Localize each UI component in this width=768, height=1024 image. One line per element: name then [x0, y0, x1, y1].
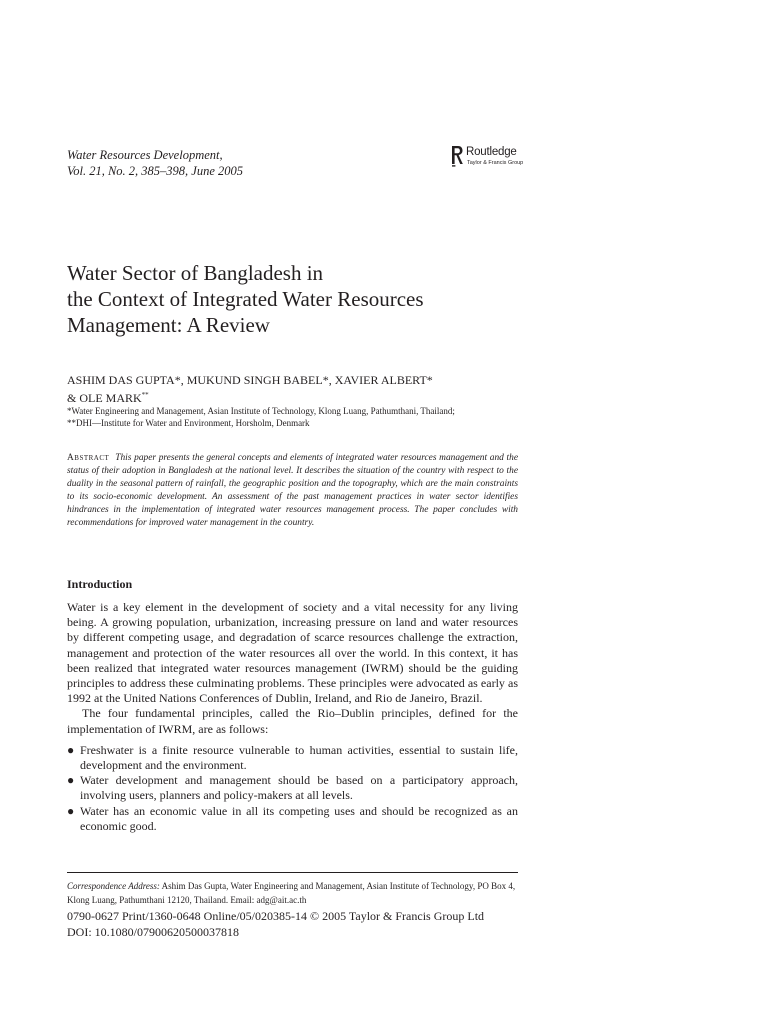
introduction-body — [67, 600, 518, 834]
list-item — [67, 743, 518, 773]
routledge-r-icon — [450, 144, 464, 168]
publication-info — [67, 909, 484, 940]
publisher-name: Routledge — [466, 146, 517, 158]
title-line-2: the Context of Integrated Water Resources — [67, 287, 424, 311]
issn-line: 0790-0627 Print/1360-0648 Online/05/020385-14 © 2005 Taylor & Francis Group Ltd — [67, 909, 485, 923]
section-heading-introduction: Introduction — [67, 577, 133, 591]
authors-line-1: ASHIM DAS GUPTA*, MUKUND SINGH BABEL*, XAVIER ALBERT* — [67, 373, 433, 387]
bullet-icon: ● — [67, 773, 75, 788]
list-item-text: Water has an economic value in all its competing uses and should be recognized as an economic good. — [80, 803, 518, 833]
list-item — [67, 804, 518, 834]
publisher-group: Taylor & Francis Group — [467, 160, 524, 166]
journal-name: Water Resources Development, — [67, 148, 223, 162]
correspondence-address — [67, 880, 522, 907]
list-item — [67, 773, 518, 803]
correspondence-text: Ashim Das Gupta, Water Engineering and Management, Asian Institute of Technology, PO Box 4, Klong Luang, Pathumthani 12120, Thailand. Email: adg@ait.ac.th — [67, 881, 516, 905]
affiliation-marker: ** — [141, 391, 149, 399]
abstract — [67, 452, 518, 530]
title-line-1: Water Sector of Bangladesh in — [67, 261, 324, 285]
author-ole-mark: & OLE MARK — [67, 391, 142, 405]
abstract-label: Abstract — [67, 453, 110, 463]
journal-volume-issue: Vol. 21, No. 2, 385–398, June 2005 — [67, 164, 244, 178]
bullet-icon: ● — [67, 742, 75, 757]
article-title — [67, 260, 424, 338]
publisher-logo — [450, 144, 540, 170]
authors-line-2 — [67, 388, 433, 406]
paragraph: Water is a key element in the development of society and a vital necessity for any living being. A growing population, urbanization, increasing pressure on land and water resources by different competing usage, and degradation of scarce resources challenge the extraction, management and protection of the water resources all over the world. In this context, it has been realized that integrated water resources management (IWRM) should be the guiding principles to address these culminating problems. These principles were advocated as early as 1992 at the United Nations Conferences of Dublin, Ireland, and Rio de Janeiro, Brazil. — [67, 600, 518, 706]
list-item-text: Freshwater is a finite resource vulnerable to human activities, essential to sustain life, development and the environment. — [80, 742, 518, 773]
abstract-text: This paper presents the general concepts and elements of integrated water resources management and the status of their adoption in Bangladesh at the national level. It describes the situation of the country with respect to the duality in the seasonal pattern of rainfall, the geographic position and the topography, which are the main constraints to its socio-economic development. An assessment of the past management practices in water sector identifies hindrances in the implementation of integrated water resources management process. The paper concludes with recommendations for improved water management in the country. — [67, 453, 518, 528]
title-line-3: Management: A Review — [67, 313, 270, 337]
footnote-divider — [67, 872, 518, 873]
affiliation-1: *Water Engineering and Management, Asian Institute of Technology, Klong Luang, Pathumthani, Thailand; — [67, 406, 455, 416]
doi-line: DOI: 10.1080/07900620500037818 — [67, 924, 239, 939]
affiliation-2: **DHI—Institute for Water and Environment, Horsholm, Denmark — [67, 418, 310, 428]
paragraph: The four fundamental principles, called the Rio–Dublin principles, defined for the implementation of IWRM, are as follows: — [67, 706, 518, 736]
principles-list — [67, 743, 518, 834]
author-list — [67, 373, 433, 406]
correspondence-label: Correspondence Address: — [67, 881, 160, 891]
affiliations — [67, 405, 455, 429]
journal-citation — [67, 147, 243, 179]
bullet-icon: ● — [67, 803, 75, 818]
list-item-text: Water development and management should be based on a participatory approach, involving users, planners and policy-makers at all levels. — [80, 773, 518, 803]
